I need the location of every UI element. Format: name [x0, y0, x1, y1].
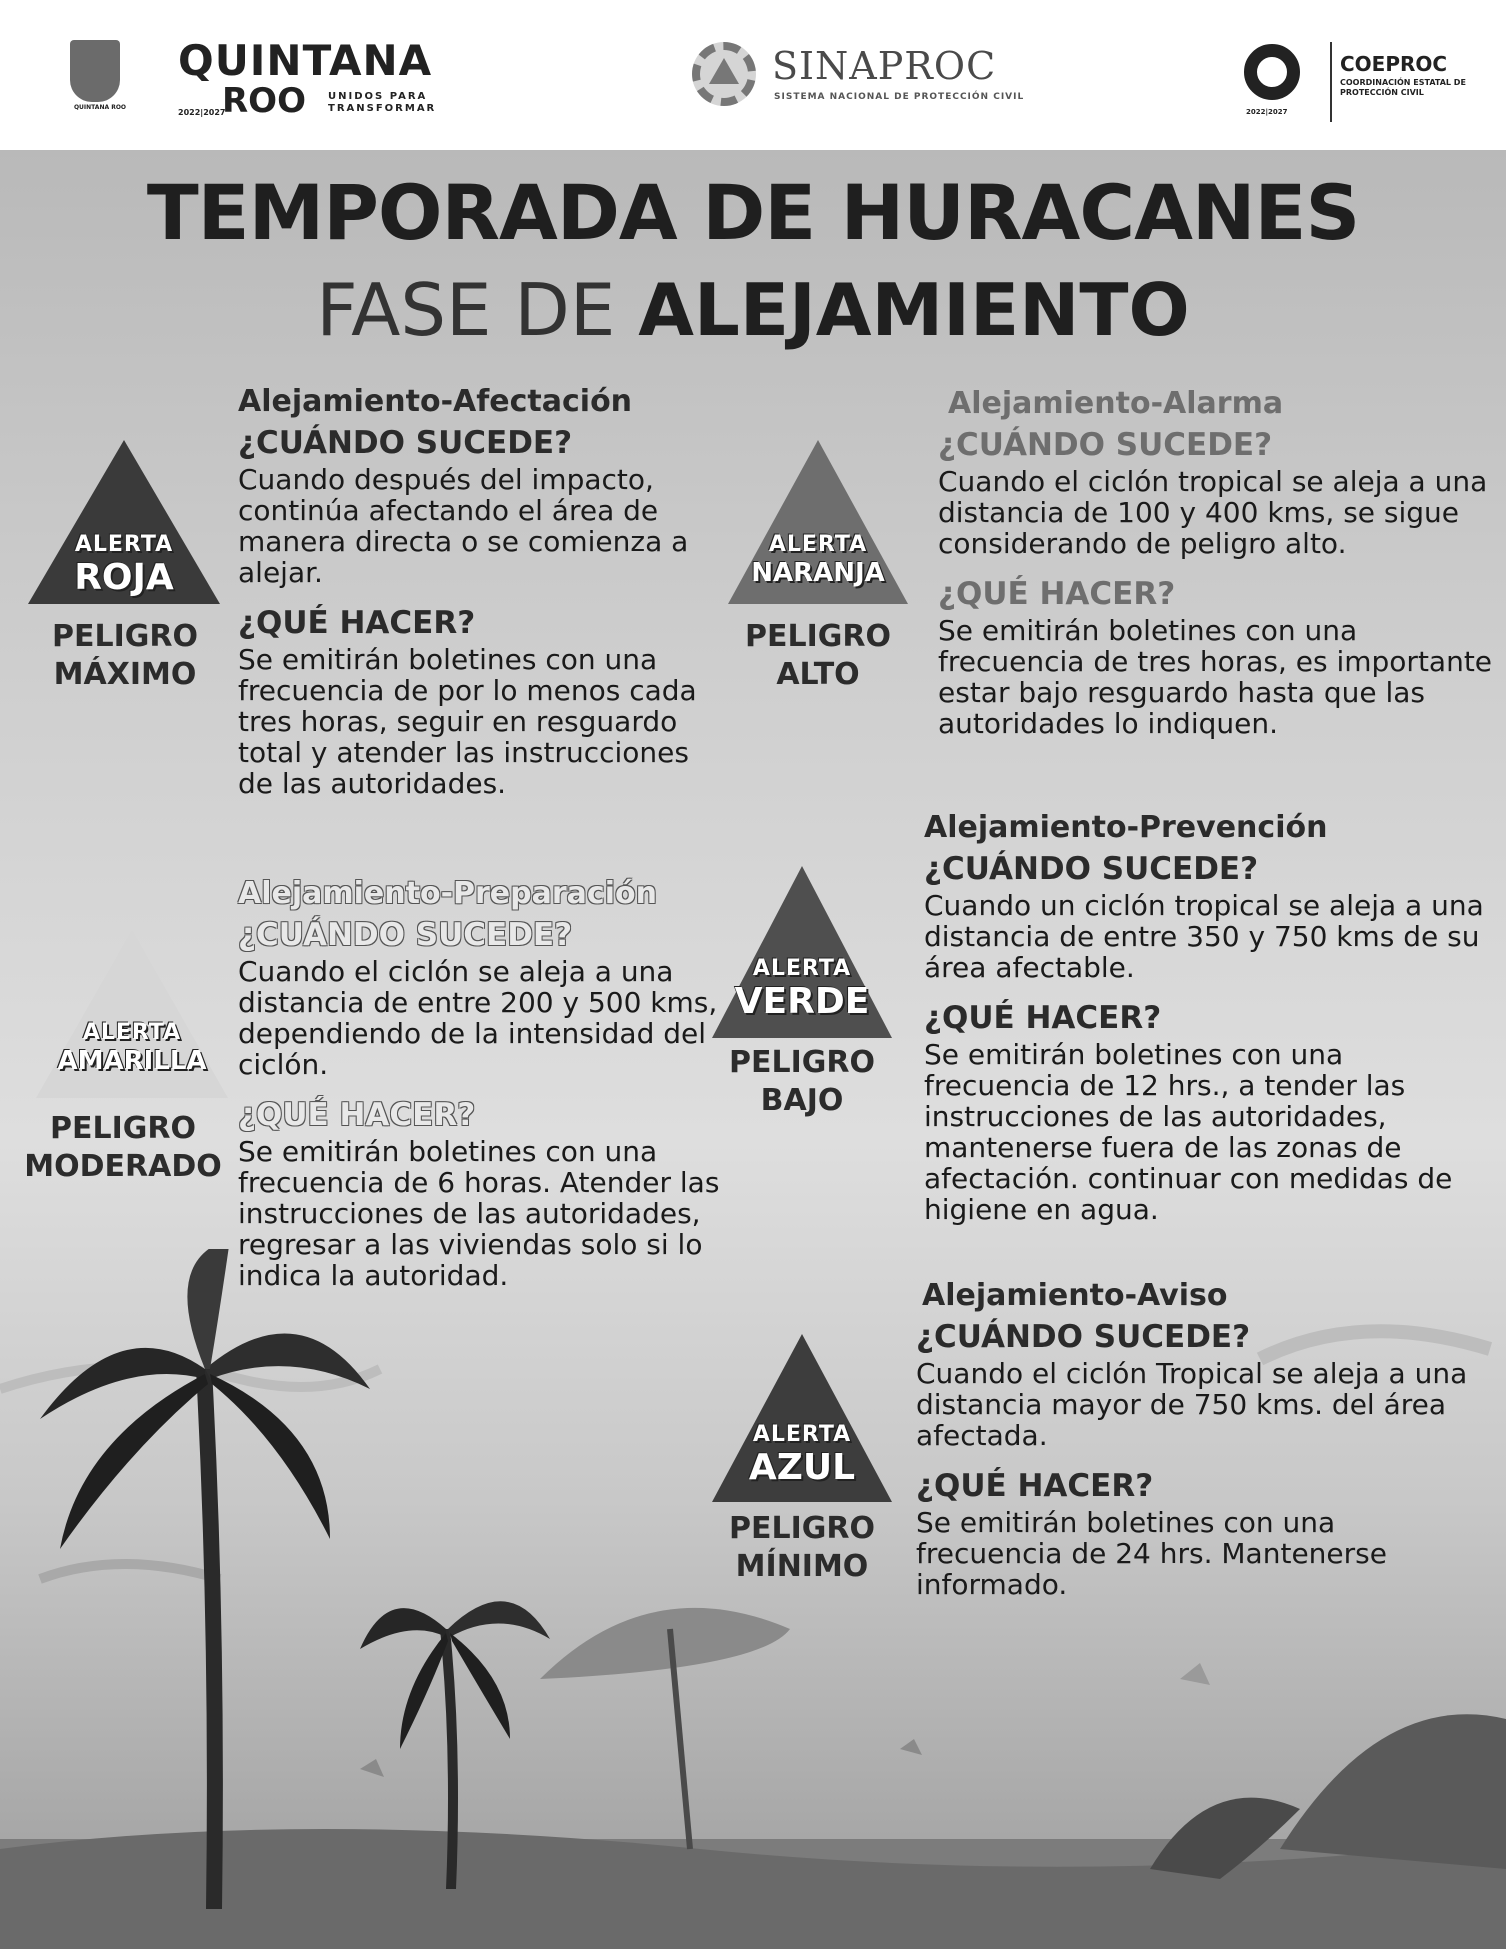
qroo-years: 2022|2027: [178, 108, 226, 117]
when-text: Cuando el ciclón se aleja a una distancia de entre 200 y 500 kms, dependiendo de la intensidad del ciclón.: [238, 955, 718, 1081]
palm-leaf: [360, 1608, 446, 1649]
what-text: Se emitirán boletines con una frecuencia de 6 horas. Atender las instrucciones de las autoridades, regresar a las viviendas solo si lo indica la autoridad.: [238, 1135, 720, 1292]
coeproc-years: 2022|2027: [1246, 108, 1288, 116]
sinaproc-triangle-icon: [709, 58, 739, 84]
umbrella-canopy: [540, 1608, 790, 1679]
sinaproc-subtitle: SISTEMA NACIONAL DE PROTECCIÓN CIVIL: [774, 92, 1025, 102]
qroo-logo-word: QUINTANA: [178, 36, 433, 85]
cloud-swirl: [40, 1564, 220, 1579]
section-heading: Alejamiento-Prevención: [924, 810, 1328, 845]
when-text: Cuando después del impacto, continúa afectando el área de manera directa o se comienza a alejar.: [238, 463, 689, 589]
coeproc-subtitle: COORDINACIÓN ESTATAL DE PROTECCIÓN CIVIL: [1340, 78, 1466, 97]
qroo-shield-caption: QUINTANA ROO: [73, 104, 127, 111]
beach-illustration: [0, 1249, 1506, 1949]
peligro-label-azul: PELIGRO MÍNIMO: [729, 1511, 875, 1584]
flying-debris: [360, 1759, 384, 1777]
alert-badge-roja: ALERTA ROJA: [74, 532, 174, 598]
section-heading: Alejamiento-Aviso: [922, 1278, 1228, 1313]
peligro-label-naranja: PELIGRO ALTO: [745, 619, 891, 692]
what-question: ¿QUÉ HACER?: [238, 1097, 476, 1133]
what-question: ¿QUÉ HACER?: [924, 1000, 1162, 1036]
header-bar: [0, 0, 1506, 150]
palm-leaf: [400, 1633, 448, 1749]
what-text: Se emitirán boletines con una frecuencia de tres horas, es importante estar bajo resguardo hasta que las autoridades lo indiquen.: [938, 614, 1493, 740]
section-alarma: [938, 384, 1498, 753]
what-question: ¿QUÉ HACER?: [916, 1468, 1154, 1504]
when-question: ¿CUÁNDO SUCEDE?: [238, 425, 573, 461]
section-heading: Alejamiento-Preparación: [238, 876, 657, 911]
palm-leaf: [187, 1249, 230, 1369]
palm-leaf: [210, 1374, 330, 1539]
when-question: ¿CUÁNDO SUCEDE?: [938, 427, 1273, 463]
subtitle-light: FASE DE: [316, 268, 616, 352]
subtitle-bold: ALEJAMIENTO: [638, 268, 1190, 352]
section-heading: Alejamiento-Afectación: [238, 384, 633, 419]
flying-debris: [900, 1739, 922, 1755]
sinaproc-name: SINAPROC: [772, 44, 997, 88]
when-text: Cuando un ciclón tropical se aleja a una distancia de entre 350 y 750 kms de su área afectable.: [924, 889, 1484, 984]
peligro-label-verde: PELIGRO BAJO: [729, 1045, 875, 1118]
palm-trunk-large: [196, 1369, 223, 1909]
what-question: ¿QUÉ HACER?: [238, 605, 476, 641]
coeproc-name: COEPROC: [1340, 52, 1448, 76]
alert-badge-amarilla: ALERTA AMARILLA: [57, 1020, 207, 1076]
when-question: ¿CUÁNDO SUCEDE?: [238, 917, 573, 953]
qroo-logo-roo: ROO: [222, 81, 306, 121]
peligro-label-roja: PELIGRO MÁXIMO: [52, 619, 198, 692]
when-text: Cuando el ciclón Tropical se aleja a una distancia mayor de 750 kms. del área afectada.: [916, 1357, 1468, 1452]
what-text: Se emitirán boletines con una frecuencia de 24 hrs. Mantenerse informado.: [916, 1506, 1387, 1601]
when-text: Cuando el ciclón tropical se aleja a una distancia de 100 y 400 kms, se sigue considerando de peligro alto.: [938, 465, 1488, 560]
what-text: Se emitirán boletines con una frecuencia de por lo menos cada tres horas, seguir en resguardo total y atender las instrucciones de las autoridades.: [238, 643, 697, 800]
palm-leaf: [60, 1374, 208, 1549]
when-question: ¿CUÁNDO SUCEDE?: [916, 1319, 1251, 1355]
alert-badge-naranja: ALERTA NARANJA: [751, 532, 885, 588]
what-question: ¿QUÉ HACER?: [938, 576, 1176, 612]
what-text: Se emitirán boletines con una frecuencia de 12 hrs., a tender las instrucciones de las autoridades, mantenerse fuera de las zonas de afectación. continuar con medidas de higiene en agua.: [924, 1038, 1453, 1226]
when-question: ¿CUÁNDO SUCEDE?: [924, 851, 1259, 887]
alert-badge-azul: ALERTA AZUL: [748, 1422, 856, 1488]
flying-debris: [1180, 1663, 1210, 1685]
palm-leaf: [448, 1601, 550, 1639]
hill: [1280, 1714, 1506, 1869]
alert-badge-verde: ALERTA VERDE: [734, 956, 870, 1022]
palm-leaf: [450, 1633, 510, 1739]
subtitle: [0, 268, 1506, 352]
section-afectacion: [238, 382, 728, 813]
main-title: TEMPORADA DE HURACANES: [146, 168, 1360, 257]
coeproc-divider: [1330, 42, 1332, 122]
cloud-swirl: [1260, 1331, 1490, 1359]
qroo-shield-logo: [70, 40, 120, 102]
coeproc-q-logo: [1244, 44, 1300, 100]
section-prevencion: [924, 808, 1494, 1239]
section-heading: Alejamiento-Alarma: [948, 386, 1284, 421]
qroo-slogan: UNIDOS PARA TRANSFORMAR: [328, 91, 437, 114]
peligro-label-amarilla: PELIGRO MODERADO: [24, 1111, 222, 1184]
section-preparacion: [238, 874, 778, 1305]
